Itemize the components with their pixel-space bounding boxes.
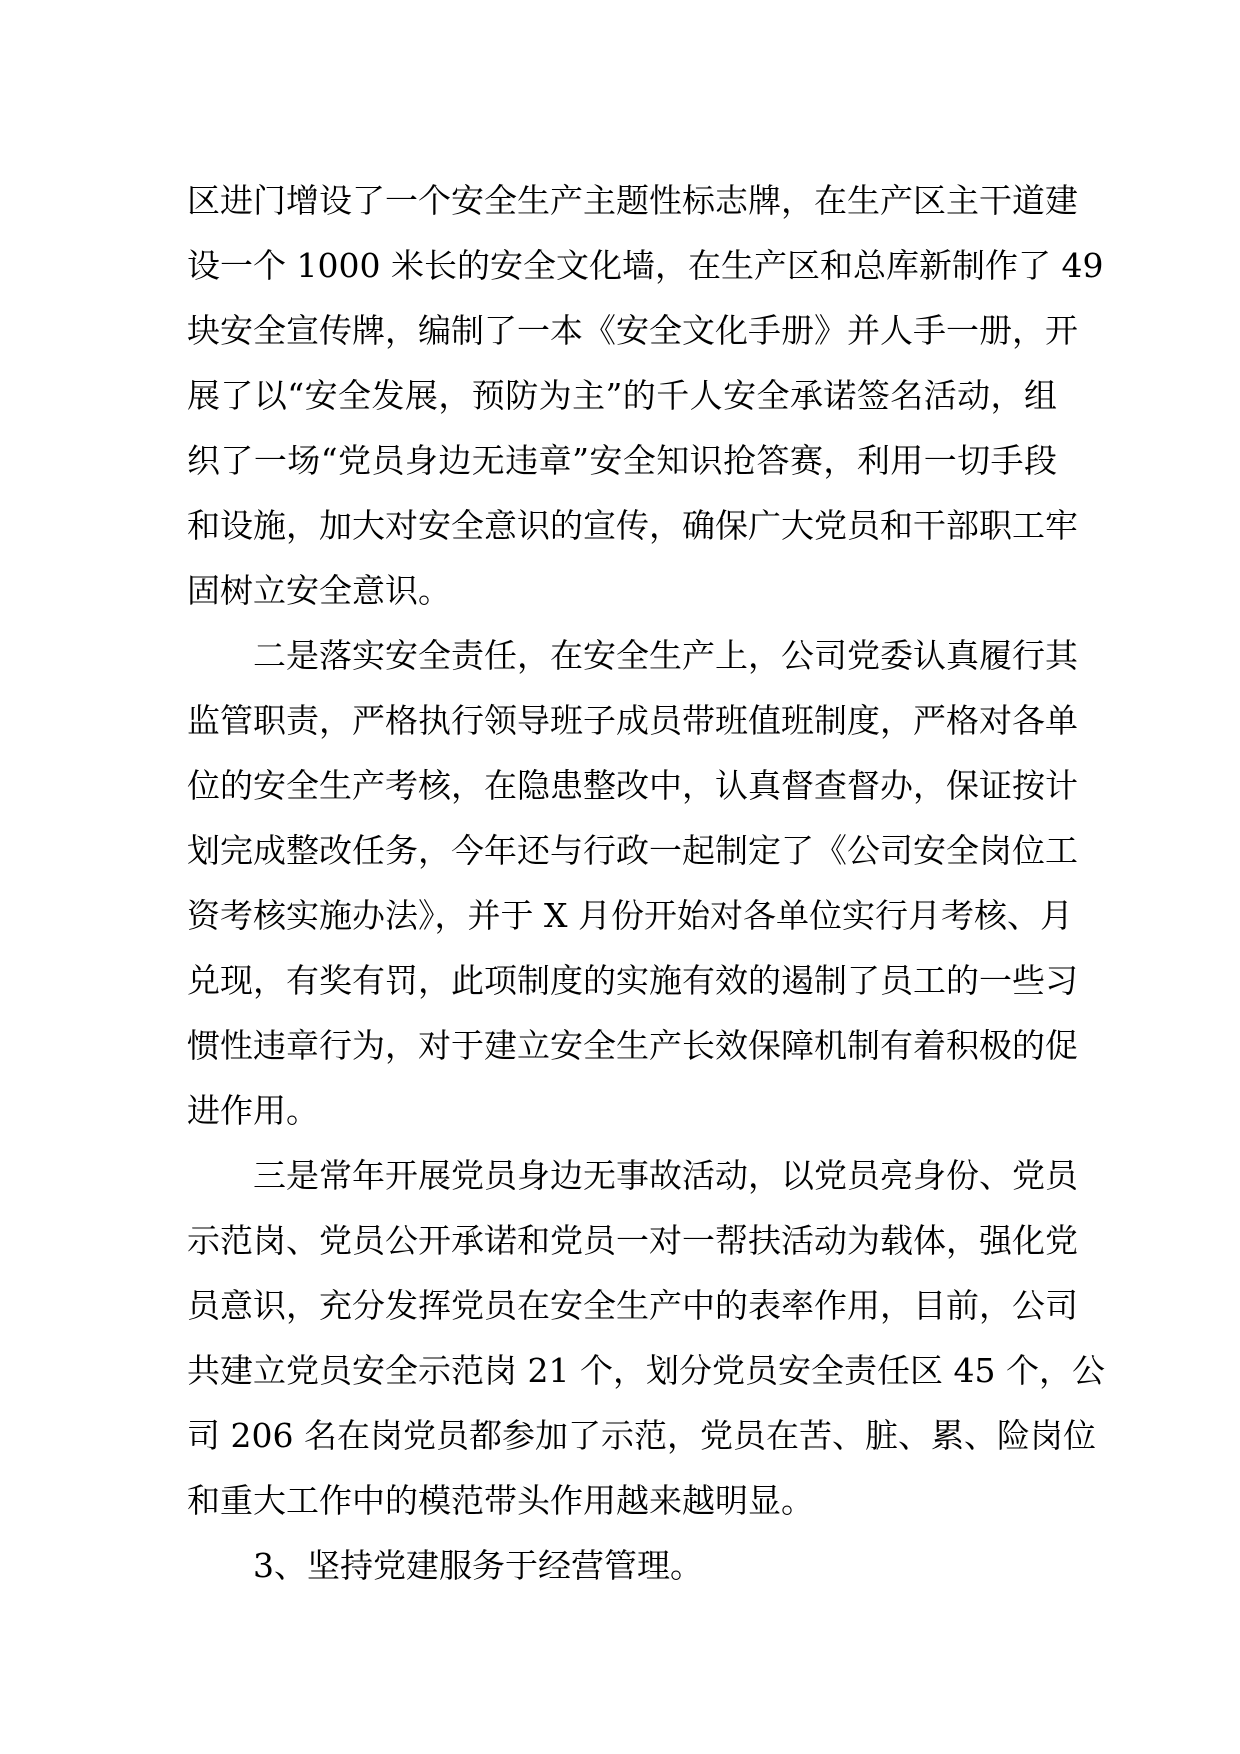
body-line: 共建立党员安全示范岗 21 个，划分党员安全责任区 45 个，公 [187, 1351, 1105, 1390]
body-line: 监管职责，严格执行领导班子成员带班值班制度，严格对各单 [187, 701, 1078, 740]
body-line: 和重大工作中的模范带头作用越来越明显。 [187, 1481, 814, 1520]
body-line: 织了一场“党员身边无违章”安全知识抢答赛，利用一切手段 [187, 441, 1057, 480]
body-line: 固树立安全意识。 [187, 571, 451, 610]
paragraph-first-line: 二是落实安全责任，在安全生产上，公司党委认真履行其 [253, 636, 1078, 675]
body-line: 惯性违章行为，对于建立安全生产长效保障机制有着积极的促 [187, 1026, 1078, 1065]
body-line: 设一个 1000 米长的安全文化墙，在生产区和总库新制作了 49 [187, 246, 1104, 285]
body-line: 员意识，充分发挥党员在安全生产中的表率作用，目前，公司 [187, 1286, 1078, 1325]
body-line: 进作用。 [187, 1091, 319, 1130]
body-line: 司 206 名在岗党员都参加了示范，党员在苦、脏、累、险岗位 [187, 1416, 1096, 1455]
body-line: 位的安全生产考核，在隐患整改中，认真督查督办，保证按计 [187, 766, 1078, 805]
document-body [187, 168, 1105, 1598]
body-line: 示范岗、党员公开承诺和党员一对一帮扶活动为载体，强化党 [187, 1221, 1078, 1260]
paragraph-first-line: 三是常年开展党员身边无事故活动，以党员亮身份、党员 [253, 1156, 1078, 1195]
body-line: 和设施，加大对安全意识的宣传，确保广大党员和干部职工牢 [187, 506, 1078, 545]
body-line: 块安全宣传牌，编制了一本《安全文化手册》并人手一册，开 [187, 311, 1078, 350]
section-heading: 3、坚持党建服务于经营管理。 [253, 1546, 703, 1585]
body-line: 区进门增设了一个安全生产主题性标志牌，在生产区主干道建 [187, 181, 1078, 220]
body-line: 划完成整改任务，今年还与行政一起制定了《公司安全岗位工 [187, 831, 1078, 870]
body-line: 展了以“安全发展，预防为主”的千人安全承诺签名活动，组 [187, 376, 1057, 415]
body-line: 兑现，有奖有罚，此项制度的实施有效的遏制了员工的一些习 [187, 961, 1078, 1000]
body-line: 资考核实施办法》，并于 X 月份开始对各单位实行月考核、月 [187, 896, 1073, 935]
